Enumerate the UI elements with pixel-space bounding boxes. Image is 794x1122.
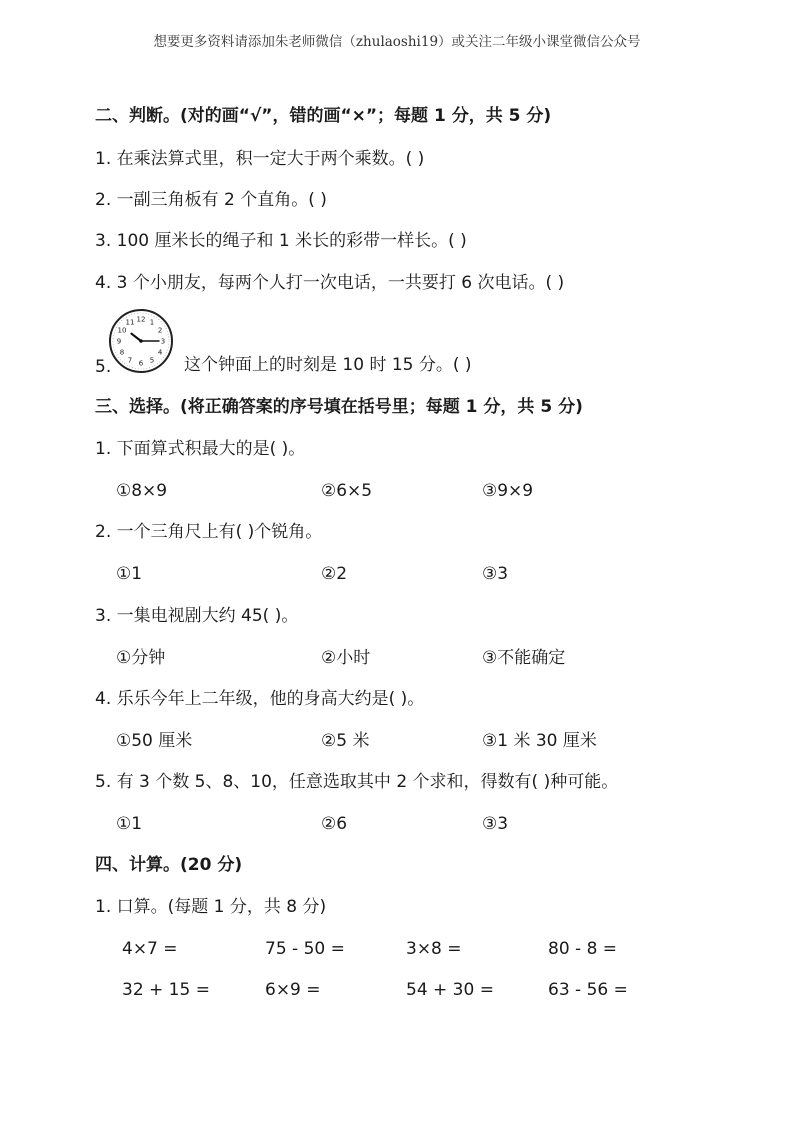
calc-subtitle: 1. 口算。(每题 1 分，共 8 分) [95,897,327,917]
clock-numeral: 3 [160,337,166,346]
clock-numeral: 2 [157,326,163,335]
clock-numeral: 11 [125,318,135,327]
choice-question-3: 3. 一集电视剧大约 45( )。 [95,606,299,626]
choice-2-option-b: ②2 [321,564,348,584]
clock-numeral: 5 [149,356,155,365]
calc-r2-c1: 32 + 15 = [122,980,210,1000]
clock-numeral: 10 [117,326,127,335]
choice-2-option-c: ③3 [482,564,509,584]
judge-item-5-number: 5. [95,357,112,377]
clock-face-image [108,308,174,374]
clock-numeral: 7 [127,356,133,365]
choice-1-option-c: ③9×9 [482,481,534,501]
judge-item-4: 4. 3 个小朋友，每两个人打一次电话，一共要打 6 次电话。( ) [95,273,565,293]
calc-r2-c3: 54 + 30 = [406,980,494,1000]
clock-numeral: 12 [136,315,146,324]
section-title-choice: 三、选择。(将正确答案的序号填在括号里；每题 1 分，共 5 分) [95,397,583,417]
choice-5-option-c: ③3 [482,814,509,834]
judge-item-1: 1. 在乘法算式里，积一定大于两个乘数。( ) [95,149,425,169]
choice-4-option-a: ①50 厘米 [116,731,193,751]
calc-r1-c2: 75 - 50 = [265,939,345,959]
choice-5-option-a: ①1 [116,814,143,834]
section-title-calc: 四、计算。(20 分) [95,855,243,875]
section-title-judge: 二、判断。(对的画“√”，错的画“×”；每题 1 分，共 5 分) [95,106,552,126]
choice-3-option-b: ②小时 [321,648,371,668]
choice-3-option-a: ①分钟 [116,648,166,668]
calc-r1-c4: 80 - 8 = [548,939,618,959]
calc-r1-c3: 3×8 = [406,939,462,959]
calc-r2-c2: 6×9 = [265,980,321,1000]
choice-2-option-a: ①1 [116,564,143,584]
judge-item-3: 3. 100 厘米长的绳子和 1 米长的彩带一样长。( ) [95,231,467,251]
choice-4-option-b: ②5 米 [321,731,370,751]
choice-5-option-b: ②6 [321,814,348,834]
judge-item-5-text: 这个钟面上的时刻是 10 时 15 分。( ) [184,355,472,375]
clock-numeral: 8 [119,348,125,357]
choice-question-5: 5. 有 3 个数 5、8、10，任意选取其中 2 个求和，得数有( )种可能。 [95,772,619,792]
choice-1-option-b: ②6×5 [321,481,373,501]
choice-4-option-c: ③1 米 30 厘米 [482,731,597,751]
judge-item-2: 2. 一副三角板有 2 个直角。( ) [95,190,327,210]
page-header: 想要更多资料请添加朱老师微信（zhulaoshi19）或关注二年级小课堂微信公众号 [153,34,641,50]
clock-numeral: 4 [157,348,163,357]
clock-numeral: 9 [116,337,122,346]
calc-r1-c1: 4×7 = [122,939,178,959]
choice-question-4: 4. 乐乐今年上二年级，他的身高大约是( )。 [95,689,425,709]
calc-r2-c4: 63 - 56 = [548,980,628,1000]
choice-3-option-c: ③不能确定 [482,648,566,668]
choice-question-1: 1. 下面算式积最大的是( )。 [95,439,306,459]
choice-question-2: 2. 一个三角尺上有( )个锐角。 [95,522,323,542]
clock-numeral: 1 [149,318,155,327]
choice-1-option-a: ①8×9 [116,481,168,501]
clock-numeral: 6 [138,359,144,368]
